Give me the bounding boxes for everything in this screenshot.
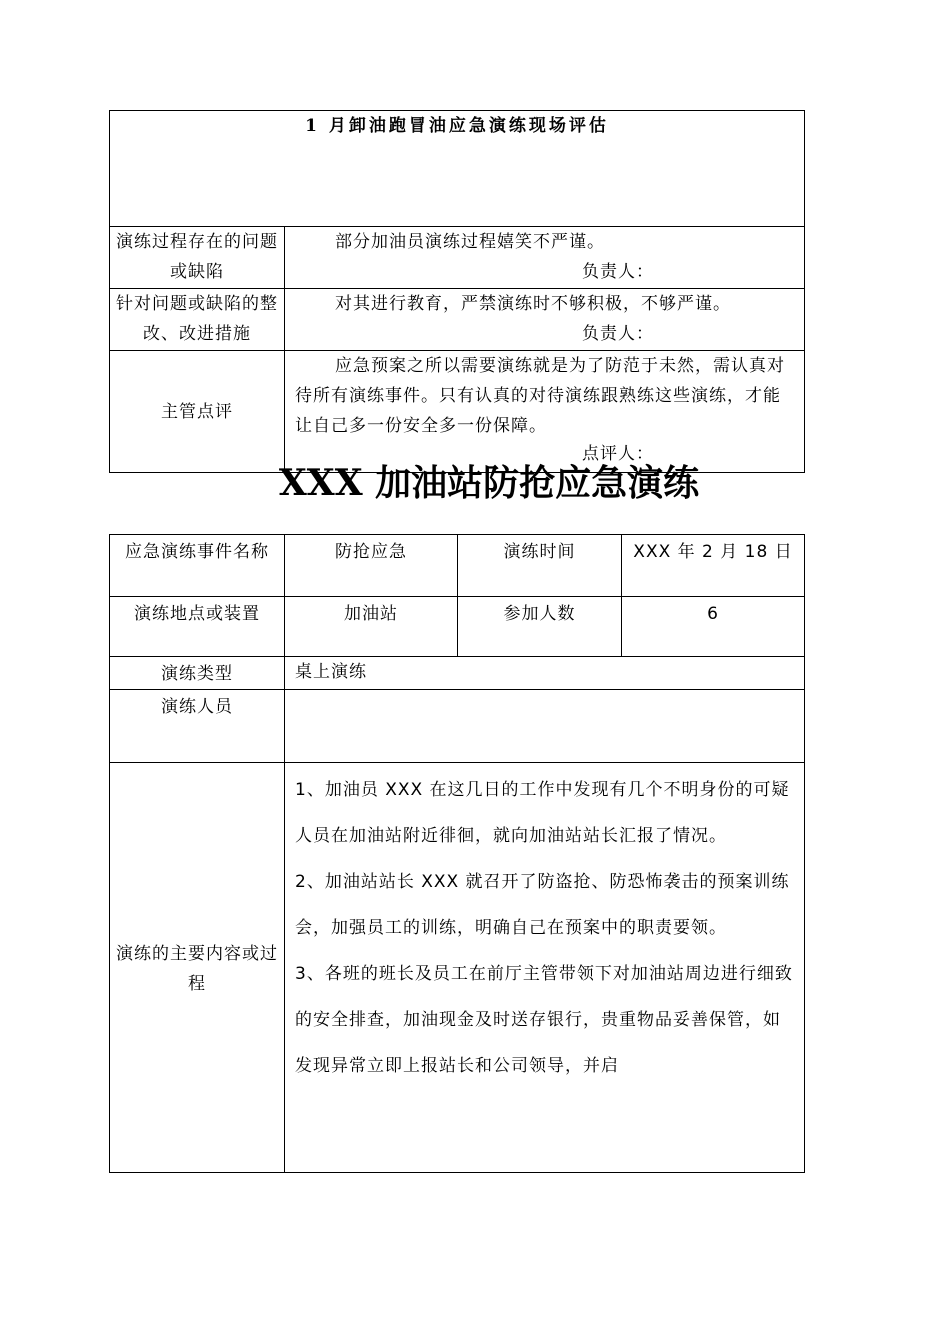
evaluation-table (109, 110, 805, 473)
location-value: 加油站 (285, 597, 458, 657)
location-label: 演练地点或装置 (110, 597, 285, 657)
row-content-measures (285, 289, 805, 351)
content-body (285, 763, 804, 1089)
event-name-label: 应急演练事件名称 (110, 535, 285, 597)
comment-signature: 点评人： (582, 444, 654, 464)
row-content-issues (285, 227, 805, 289)
drill-table (109, 534, 805, 1173)
issues-signature: 负责人： (582, 262, 654, 282)
row-label-measures: 针对问题或缺陷的整改、改进措施 (110, 289, 285, 351)
content-paragraph-1: 1、加油员 XXX 在这几日的工作中发现有几个不明身份的可疑人员在加油站附近徘徊，就向加油站站长汇报了情况。 (295, 780, 790, 846)
issues-text: 部分加油员演练过程嬉笑不严谨。 (335, 232, 605, 252)
staff-value (285, 690, 805, 763)
participants-value: 6 (622, 597, 805, 657)
participants-label: 参加人数 (458, 597, 622, 657)
type-value: 桌上演练 (285, 657, 805, 690)
evaluation-title: 1 月卸油跑冒油应急演练现场评估 (110, 111, 805, 227)
row-label-comment: 主管点评 (110, 351, 285, 473)
content-label: 演练的主要内容或过程 (110, 763, 285, 1173)
type-label: 演练类型 (110, 657, 285, 690)
content-cell (285, 763, 805, 1173)
measures-text: 对其进行教育，严禁演练时不够积极，不够严谨。 (335, 294, 731, 314)
time-label: 演练时间 (458, 535, 622, 597)
content-paragraph-2: 2、加油站站长 XXX 就召开了防盗抢、防恐怖袭击的预案训练会，加强员工的训练，明确自己在预案中的职责要领。 (295, 872, 790, 938)
measures-signature: 负责人： (582, 324, 654, 344)
row-label-issues: 演练过程存在的问题或缺陷 (110, 227, 285, 289)
event-name-value: 防抢应急 (285, 535, 458, 597)
staff-label: 演练人员 (110, 690, 285, 763)
comment-text: 应急预案之所以需要演练就是为了防范于未然，需认真对待所有演练事件。只有认真的对待演练跟熟练这些演练，才能让自己多一份安全多一份保障。 (295, 356, 785, 436)
row-content-comment (285, 351, 805, 473)
time-value: XXX 年 2 月 18 日 (622, 535, 805, 597)
drill-title: XXX 加油站防抢应急演练 (278, 462, 700, 504)
content-paragraph-3: 3、各班的班长及员工在前厅主管带领下对加油站周边进行细致的安全排查，加油现金及时送存银行，贵重物品妥善保管，如发现异常立即上报站长和公司领导，并启 (295, 964, 793, 1076)
